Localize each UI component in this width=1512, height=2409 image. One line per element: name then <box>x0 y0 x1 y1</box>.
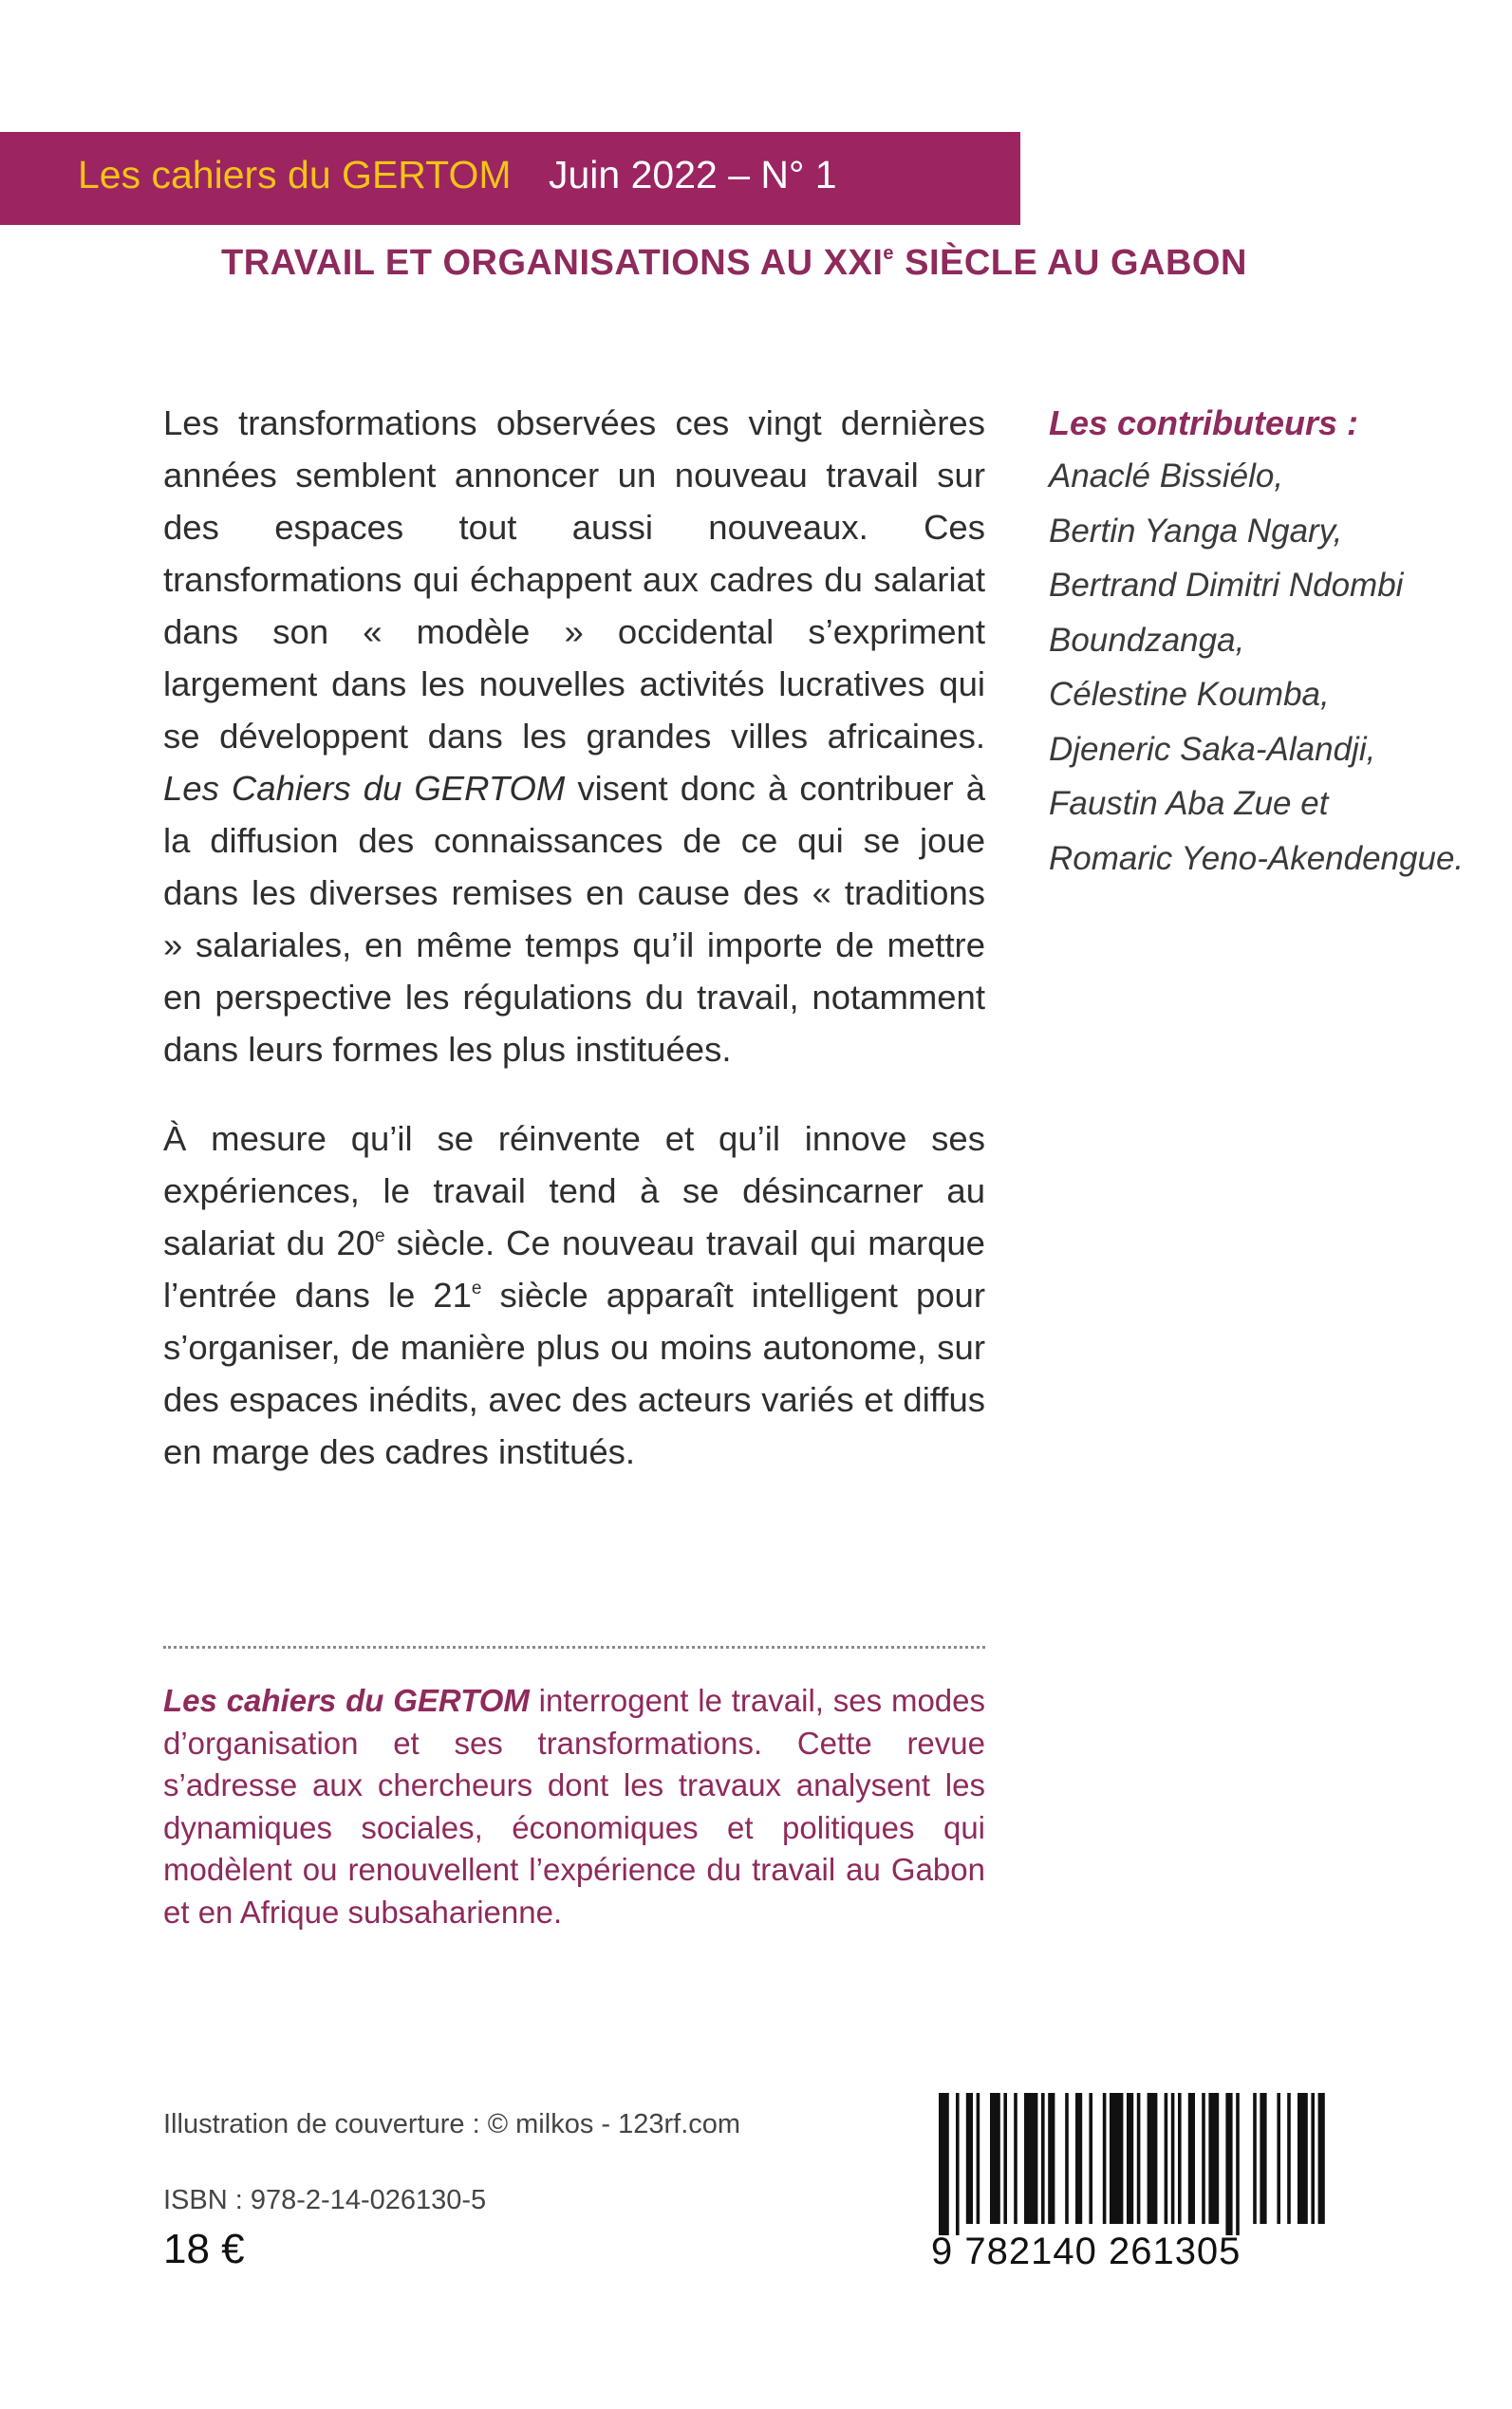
barcode-bar <box>1024 2093 1037 2224</box>
p2-superscript-2: e <box>471 1279 482 1298</box>
p2-text-a: À mesure qu’il se réinvente et qu’il innove ses expériences, le travail tend à se désincarner au salariat du 20 <box>163 1119 985 1262</box>
barcode-bar <box>1103 2093 1107 2224</box>
contributor-name: Romaric Yeno-Akendengue. <box>1049 839 1465 877</box>
barcode-bar <box>990 2093 1000 2224</box>
barcode-digits: 9 782140 261305 <box>931 2231 1241 2272</box>
p2-text-c: siècle apparaît intelligent pour s’organiser, de manière plus ou moins autonome, sur des espaces inédits, avec des acteurs variés et diffus en marge des cadres institués. <box>163 1276 985 1471</box>
contributor-name: Bertin Yanga Ngary, <box>1049 512 1343 550</box>
barcode-bar <box>1277 2093 1280 2224</box>
contributor-name: Faustin Aba Zue et <box>1049 785 1329 822</box>
barcode-bar <box>1178 2093 1182 2224</box>
barcode-bar <box>1065 2093 1069 2224</box>
journal-blurb <box>163 1680 985 1933</box>
p2-text-b: siècle. Ce nouveau travail qui marque l’entrée dans le 21 <box>163 1223 985 1315</box>
cover-credit: Illustration de couverture : © milkos - 123rf.com <box>163 2109 741 2139</box>
barcode-bar <box>1253 2093 1257 2224</box>
barcode-bar <box>1014 2093 1017 2224</box>
barcode-bar <box>1236 2093 1240 2235</box>
barcode-bars-icon <box>931 2093 1330 2235</box>
barcode-bar <box>1202 2093 1205 2224</box>
p1-italic-title: Les Cahiers du GERTOM <box>163 769 566 808</box>
series-name: Les cahiers du GERTOM <box>78 153 512 196</box>
blurb-journal-name: Les cahiers du GERTOM <box>163 1683 530 1718</box>
body-paragraph-1 <box>163 397 985 1075</box>
barcode-bar <box>1297 2093 1308 2224</box>
barcode-bar <box>1089 2093 1092 2224</box>
barcode-bar <box>1318 2093 1325 2224</box>
barcode-bar <box>1287 2093 1291 2224</box>
contributor-name: Bertrand Dimitri Ndombi <box>1049 567 1404 604</box>
contributor-name: Anaclé Bissiélo, <box>1049 458 1284 495</box>
barcode-bar <box>1048 2093 1055 2224</box>
barcode-bar <box>1110 2093 1123 2224</box>
p1-text-b: visent donc à contribuer à la diffusion des connaissances de ce qui se joue dans les diverses remises en cause des « traditions » salariales, en même temps qu’il importe de mettre en perspective les régulations du travail, notamment dans leurs formes les plus instituées. <box>163 769 985 1069</box>
barcode-bar <box>1041 2093 1045 2224</box>
barcode-bar <box>1225 2093 1232 2235</box>
contributors-panel <box>1049 397 1485 886</box>
barcode-bar <box>1075 2093 1082 2224</box>
contributor-name: Djeneric Saka-Alandji, <box>1049 730 1376 768</box>
barcode-bar <box>1171 2093 1175 2224</box>
barcode-bar <box>1208 2093 1219 2224</box>
p1-text-a: Les transformations observées ces vingt dernières années semblent annoncer un nouveau travail sur des espaces tout aussi nouveaux. Ces transformations qui échappent aux cadres du salariat dans son « modèle » occidental s’expriment largement dans les nouvelles activités lucratives qui se développent dans les grandes villes africaines. <box>163 403 985 756</box>
blurb-text: interrogent le travail, ses modes d’organisation et ses transformations. Cette revue s’adresse aux chercheurs dont les travaux analysent les dynamiques sociales, économiques et politiques qui modèlent ou renouvellent l’expérience du travail au Gabon et en Afrique subsaharienne. <box>163 1683 985 1930</box>
barcode <box>931 2093 1330 2278</box>
barcode-bar <box>956 2093 960 2235</box>
header-banner <box>0 132 1020 225</box>
barcode-bar <box>1003 2093 1007 2224</box>
barcode-bar <box>1311 2093 1315 2224</box>
contributor-name: Boundzanga, <box>1049 621 1245 659</box>
title-suffix: SIÈCLE AU GABON <box>894 243 1247 283</box>
issue-label: Juin 2022 – N° 1 <box>549 153 837 196</box>
title-prefix: TRAVAIL ET ORGANISATIONS AU XXI <box>221 243 884 283</box>
price-label: 18 € <box>163 2226 245 2272</box>
barcode-bar <box>1127 2093 1133 2224</box>
barcode-bar <box>966 2093 973 2224</box>
body-paragraph-2 <box>163 1112 985 1478</box>
dotted-divider <box>163 1646 985 1649</box>
contributors-heading: Les contributeurs : <box>1049 403 1359 442</box>
barcode-bar <box>1188 2093 1195 2224</box>
title-superscript: e <box>883 243 895 264</box>
barcode-bar <box>1148 2093 1158 2224</box>
barcode-bar <box>939 2093 949 2235</box>
barcode-bar <box>1260 2093 1266 2224</box>
barcode-bar <box>1165 2093 1168 2224</box>
barcode-bar <box>977 2093 980 2224</box>
p2-superscript-1: e <box>375 1226 385 1246</box>
isbn-label: ISBN : 978-2-14-026130-5 <box>163 2185 487 2215</box>
page-title <box>221 243 1247 284</box>
contributor-name: Célestine Koumba, <box>1049 676 1330 713</box>
barcode-bar <box>1137 2093 1141 2224</box>
